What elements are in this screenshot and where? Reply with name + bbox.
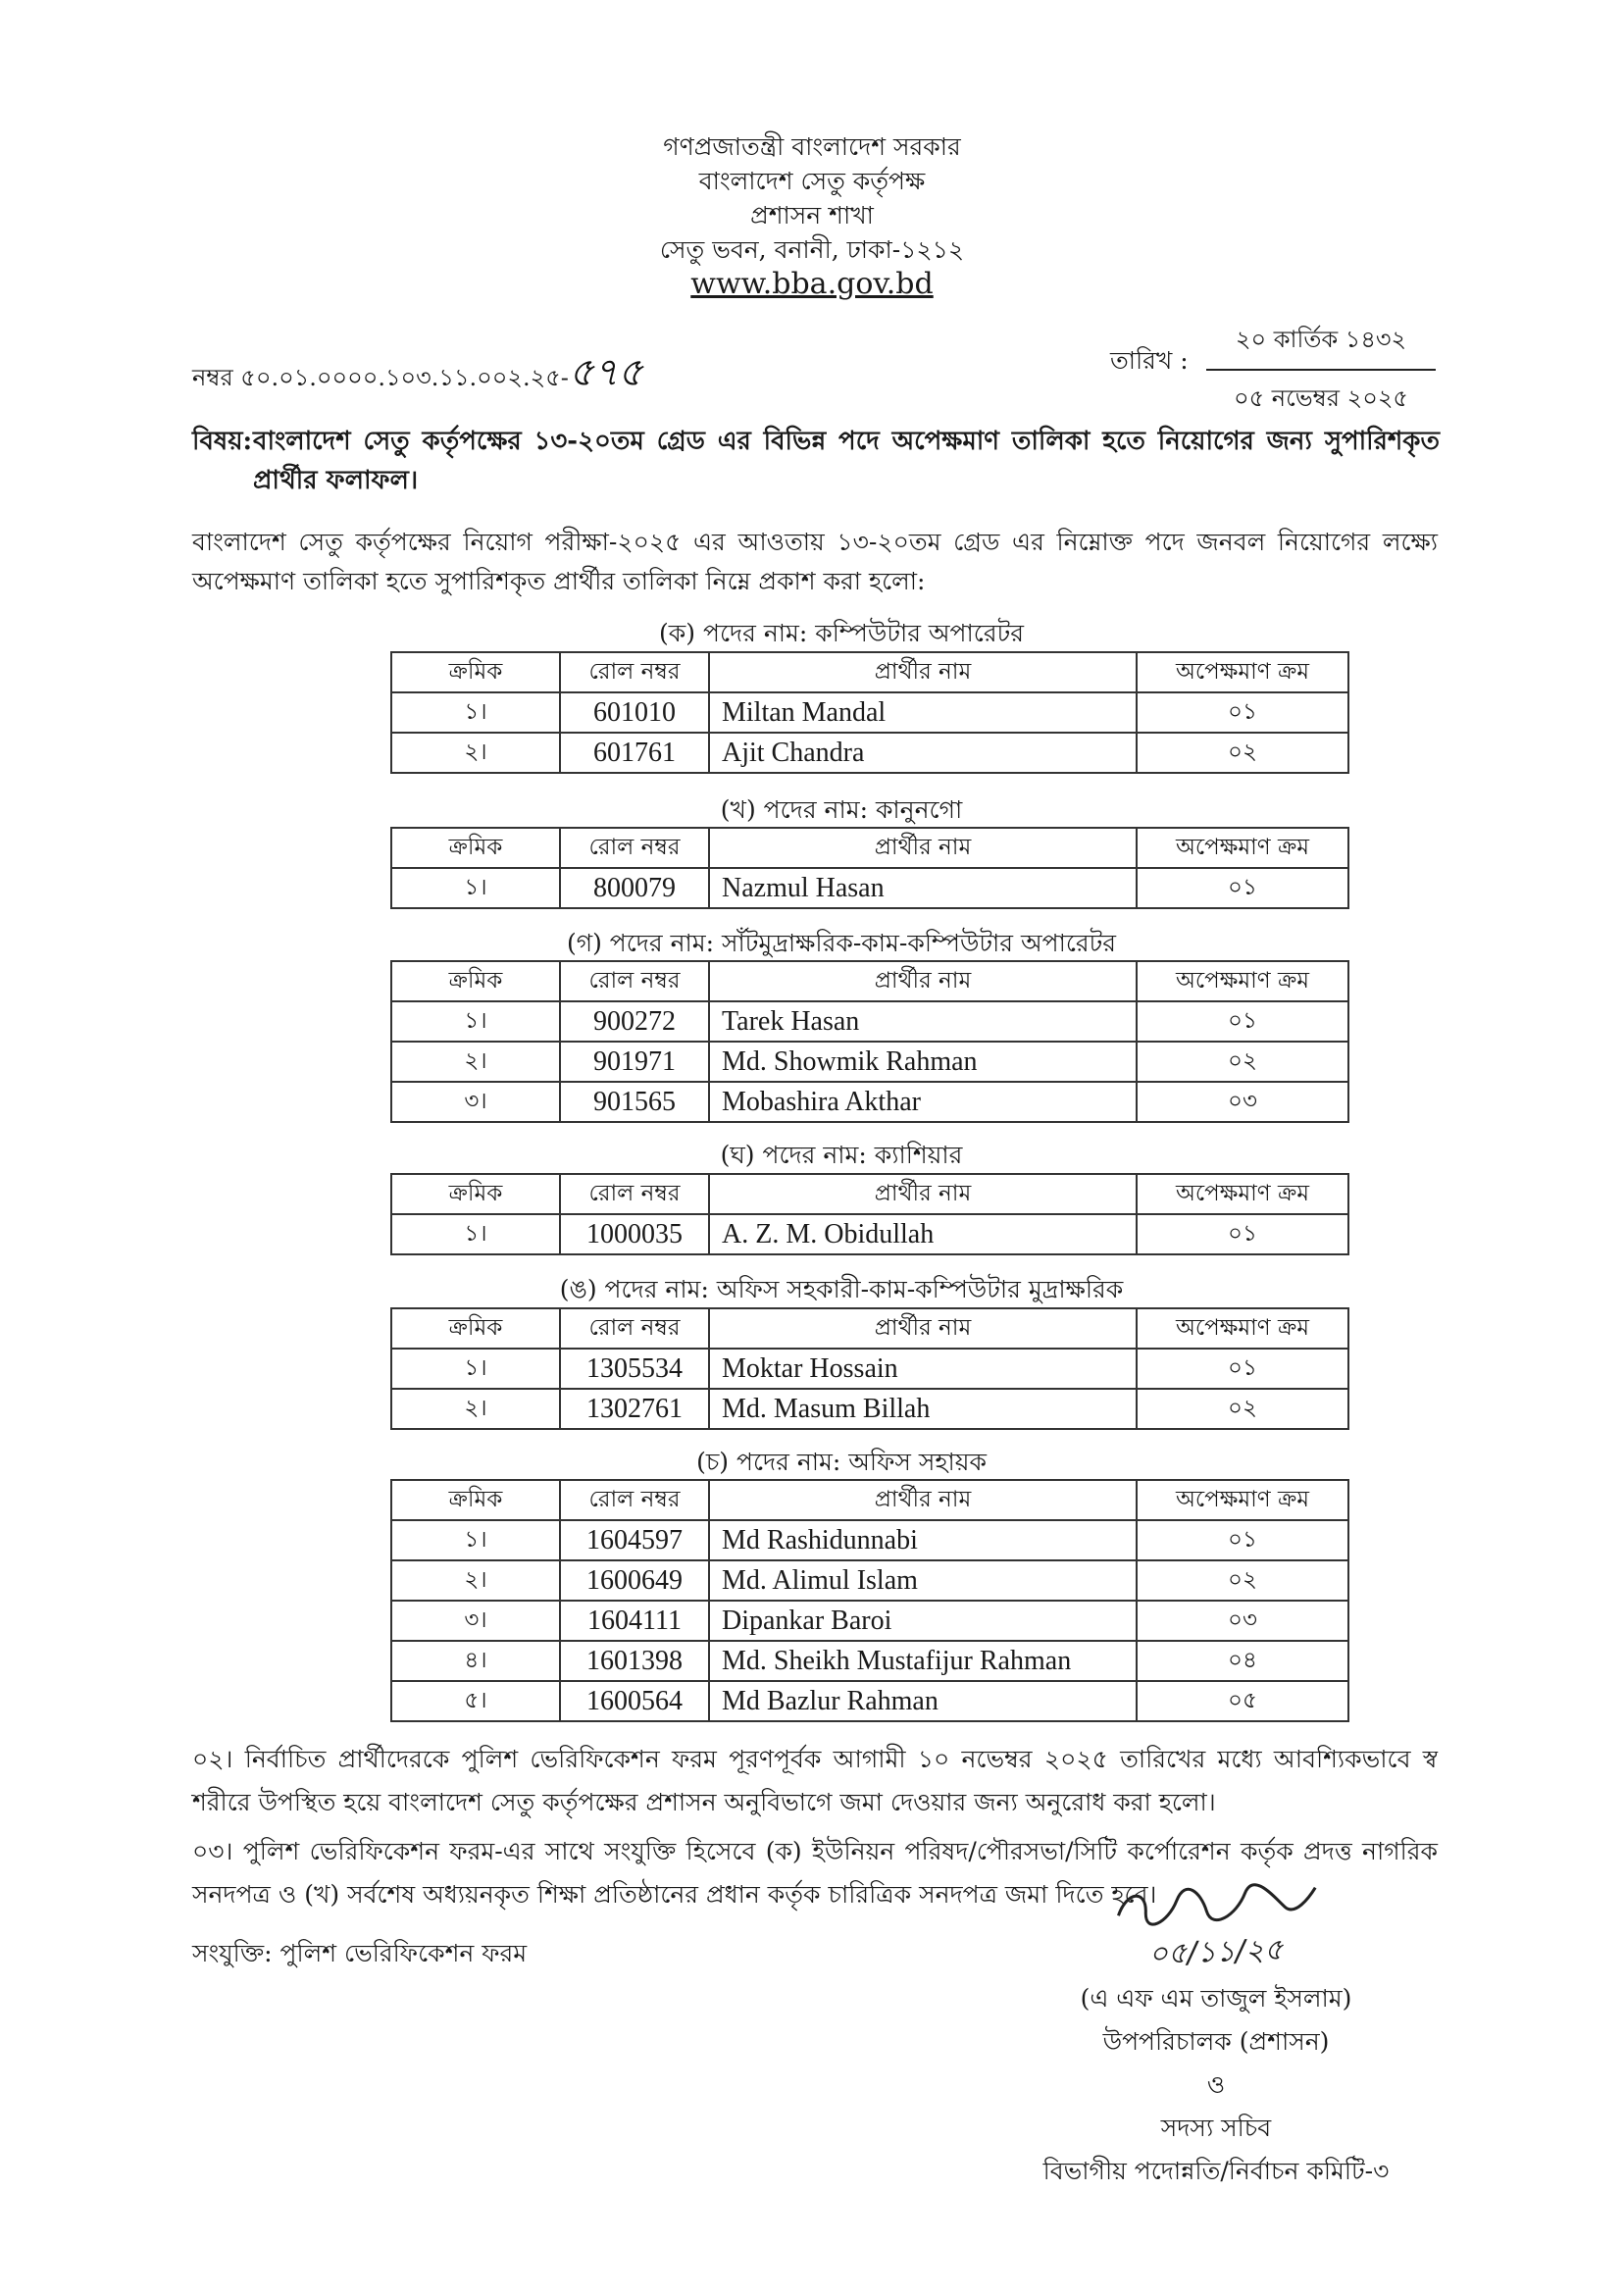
table-header-row <box>391 1480 1348 1520</box>
table-row <box>391 1560 1348 1601</box>
waitlist-table <box>390 1307 1349 1430</box>
position-cell: ০২ <box>1137 733 1348 773</box>
table-row <box>391 1681 1348 1721</box>
roll-cell: 601010 <box>560 692 709 733</box>
memo-number-prefix: নম্বর ৫০.০১.০০০০.১০৩.১১.০০২.২৫- <box>192 364 569 391</box>
table-header-row <box>391 1308 1348 1349</box>
position-cell: ০৫ <box>1137 1681 1348 1721</box>
column-header-serial: ক্রমিক <box>391 1480 560 1520</box>
name-cell: Ajit Chandra <box>709 733 1137 773</box>
column-header-name: প্রার্থীর নাম <box>709 652 1137 692</box>
table-header-row <box>391 652 1348 692</box>
roll-cell: 1601398 <box>560 1641 709 1681</box>
roll-cell: 1302761 <box>560 1389 709 1429</box>
column-header-serial: ক্রমিক <box>391 1174 560 1214</box>
section-title: (ঘ) পদের নাম: ক্যাশিয়ার <box>720 1141 963 1169</box>
name-cell: Md. Sheikh Mustafijur Rahman <box>709 1641 1137 1681</box>
column-header-position: অপেক্ষমাণ ক্রম <box>1137 1480 1348 1520</box>
date-gregorian: ০৫ নভেম্বর ২০২৫ <box>1233 384 1408 412</box>
memo-number-handwritten: ৫৭৫ <box>568 350 642 395</box>
position-cell: ০৩ <box>1137 1601 1348 1641</box>
signature-block <box>1020 1881 1412 2193</box>
roll-cell: 900272 <box>560 1001 709 1042</box>
subject-text: বাংলাদেশ সেতু কর্তৃপক্ষের ১৩-২০তম গ্রেড এর বিভিন্ন পদে অপেক্ষমাণ তালিকা হতে নিয়োগের জন্য সুপারিশকৃত প্রার্থীর ফলাফল। <box>253 427 1440 495</box>
roll-cell: 1305534 <box>560 1349 709 1389</box>
serial-cell: ১। <box>391 1520 560 1560</box>
position-cell: ০২ <box>1137 1389 1348 1429</box>
column-header-name: প্রার্থীর নাম <box>709 828 1137 868</box>
table-row <box>391 1601 1348 1641</box>
website-link[interactable]: www.bba.gov.bd <box>690 267 934 301</box>
waitlist-table <box>390 960 1349 1123</box>
roll-cell: 901971 <box>560 1042 709 1082</box>
column-header-roll: রোল নম্বর <box>560 1174 709 1214</box>
signatory-name: (এ এফ এম তাজুল ইসলাম) <box>1080 1984 1352 2013</box>
column-header-name: প্রার্থীর নাম <box>709 1308 1137 1349</box>
position-cell: ০১ <box>1137 692 1348 733</box>
table-row <box>391 1520 1348 1560</box>
roll-cell: 1600649 <box>560 1560 709 1601</box>
name-cell: Mobashira Akthar <box>709 1082 1137 1122</box>
table-row <box>391 1641 1348 1681</box>
table-row <box>391 733 1348 773</box>
signatory-committee: বিভাগীয় পদোন্নতি/নির্বাচন কমিটি-৩ <box>1042 2157 1390 2185</box>
waitlist-table <box>390 651 1349 774</box>
table-header-row <box>391 1174 1348 1214</box>
name-cell: Moktar Hossain <box>709 1349 1137 1389</box>
roll-cell: 800079 <box>560 868 709 908</box>
column-header-serial: ক্রমিক <box>391 828 560 868</box>
name-cell: Md. Alimul Islam <box>709 1560 1137 1601</box>
waitlist-table <box>390 1479 1349 1722</box>
authority-name: বাংলাদেশ সেতু কর্তৃপক্ষ <box>698 167 926 195</box>
waitlist-table <box>390 827 1349 909</box>
serial-cell: ১। <box>391 1214 560 1254</box>
signature-date: ০৫/১১/২৫ <box>1147 1932 1285 1972</box>
column-header-roll: রোল নম্বর <box>560 1480 709 1520</box>
serial-cell: ১। <box>391 1001 560 1042</box>
table-row <box>391 692 1348 733</box>
column-header-position: অপেক্ষমাণ ক্রম <box>1137 1308 1348 1349</box>
section-title: (খ) পদের নাম: কানুনগো <box>720 795 963 824</box>
table-header-row <box>391 961 1348 1001</box>
column-header-position: অপেক্ষমাণ ক্রম <box>1137 652 1348 692</box>
position-cell: ০২ <box>1137 1042 1348 1082</box>
address: সেতু ভবন, বনানী, ঢাকা-১২১২ <box>659 235 965 264</box>
section-title: (চ) পদের নাম: অফিস সহায়ক <box>696 1448 987 1476</box>
section-title: (ঙ) পদের নাম: অফিস সহকারী-কাম-কম্পিউটার মুদ্রাক্ষরিক <box>559 1275 1124 1303</box>
date-bangla: ২০ কার্তিক ১৪৩২ <box>1206 322 1436 371</box>
table-row <box>391 1349 1348 1389</box>
waitlist-table <box>390 1173 1349 1255</box>
name-cell: Md Bazlur Rahman <box>709 1681 1137 1721</box>
column-header-serial: ক্রমিক <box>391 652 560 692</box>
subject-label: বিষয়: <box>192 427 253 456</box>
signatory-designation: উপপরিচালক (প্রশাসন) <box>1102 2027 1330 2056</box>
column-header-serial: ক্রমিক <box>391 1308 560 1349</box>
name-cell: A. Z. M. Obidullah <box>709 1214 1137 1254</box>
section-title: (গ) পদের নাম: সাঁটমুদ্রাক্ষরিক-কাম-কম্পিউটার অপারেটর <box>566 929 1117 957</box>
position-cell: ০২ <box>1137 1560 1348 1601</box>
roll-cell: 1000035 <box>560 1214 709 1254</box>
attachment-note: সংযুক্তি: পুলিশ ভেরিফিকেশন ফরম <box>192 1939 528 1967</box>
table-row <box>391 868 1348 908</box>
signatory-role: সদস্য সচিব <box>1160 2114 1272 2142</box>
column-header-roll: রোল নম্বর <box>560 1308 709 1349</box>
memo-number <box>192 341 642 407</box>
position-cell: ০১ <box>1137 1520 1348 1560</box>
column-header-name: প্রার্থীর নাম <box>709 961 1137 1001</box>
section-title: (ক) পদের নাম: কম্পিউটার অপারেটর <box>659 619 1024 647</box>
column-header-name: প্রার্থীর নাম <box>709 1480 1137 1520</box>
serial-cell: ১। <box>391 692 560 733</box>
position-cell: ০১ <box>1137 1214 1348 1254</box>
position-cell: ০১ <box>1137 868 1348 908</box>
govt-name: গণপ্রজাতন্ত্রী বাংলাদেশ সরকার <box>663 132 961 161</box>
roll-cell: 901565 <box>560 1082 709 1122</box>
position-cell: ০৩ <box>1137 1082 1348 1122</box>
position-cell: ০১ <box>1137 1349 1348 1389</box>
position-cell: ০১ <box>1137 1001 1348 1042</box>
paragraph-2: ০২। নির্বাচিত প্রার্থীদেরকে পুলিশ ভেরিফিকেশন ফরম পূরণপূর্বক আগামী ১০ নভেম্বর ২০২৫ তারিখের মধ্যে আবশ্যিকভাবে স্ব শরীরে উপস্থিত হয়ে বাংলাদেশ সেতু কর্তৃপক্ষের প্রশাসন অনুবিভাগে জমা দেওয়ার জন্য অনুরোধ করা হলো। <box>192 1745 1438 1816</box>
serial-cell: ৩। <box>391 1082 560 1122</box>
roll-cell: 1604111 <box>560 1601 709 1641</box>
letterhead <box>518 129 1106 301</box>
serial-cell: ৪। <box>391 1641 560 1681</box>
name-cell: Miltan Mandal <box>709 692 1137 733</box>
intro-paragraph: বাংলাদেশ সেতু কর্তৃপক্ষের নিয়োগ পরীক্ষা-২০২৫ এর আওতায় ১৩-২০তম গ্রেড এর নিম্নোক্ত পদে জনবল নিয়োগের লক্ষ্যে অপেক্ষমাণ তালিকা হতে সুপারিশকৃত প্রার্থীর তালিকা নিম্নে প্রকাশ করা হলো: <box>192 528 1438 595</box>
serial-cell: ২। <box>391 1560 560 1601</box>
serial-cell: ১। <box>391 868 560 908</box>
column-header-position: অপেক্ষমাণ ক্রম <box>1137 1174 1348 1214</box>
table-header-row <box>391 828 1348 868</box>
roll-cell: 1604597 <box>560 1520 709 1560</box>
name-cell: Dipankar Baroi <box>709 1601 1137 1641</box>
serial-cell: ২। <box>391 1042 560 1082</box>
column-header-roll: রোল নম্বর <box>560 828 709 868</box>
table-row <box>391 1082 1348 1122</box>
name-cell: Tarek Hasan <box>709 1001 1137 1042</box>
column-header-serial: ক্রমিক <box>391 961 560 1001</box>
column-header-position: অপেক্ষমাণ ক্রম <box>1137 828 1348 868</box>
name-cell: Nazmul Hasan <box>709 868 1137 908</box>
column-header-roll: রোল নম্বর <box>560 961 709 1001</box>
serial-cell: ১। <box>391 1349 560 1389</box>
name-cell: Md Rashidunnabi <box>709 1520 1137 1560</box>
paragraph-3: ০৩। পুলিশ ভেরিফিকেশন ফরম-এর সাথে সংযুক্তি হিসেবে (ক) ইউনিয়ন পরিষদ/পৌরসভা/সিটি কর্পোরেশন কর্তৃক প্রদত্ত নাগরিক সনদপত্র ও (খ) সর্বশেষ অধ্যয়নকৃত শিক্ষা প্রতিষ্ঠানের প্রধান কর্তৃক চারিত্রিক সনদপত্র জমা দিতে হবে। <box>192 1837 1438 1909</box>
date-label: তারিখ : <box>1110 346 1189 375</box>
position-cell: ০৪ <box>1137 1641 1348 1681</box>
table-row <box>391 1042 1348 1082</box>
roll-cell: 601761 <box>560 733 709 773</box>
column-header-position: অপেক্ষমাণ ক্রম <box>1137 961 1348 1001</box>
serial-cell: ২। <box>391 733 560 773</box>
serial-cell: ২। <box>391 1389 560 1429</box>
name-cell: Md. Masum Billah <box>709 1389 1137 1429</box>
table-row <box>391 1001 1348 1042</box>
date-block <box>1206 322 1436 420</box>
branch-name: প্রশাসন শাখা <box>750 201 874 229</box>
serial-cell: ৫। <box>391 1681 560 1721</box>
table-row <box>391 1214 1348 1254</box>
table-row <box>391 1389 1348 1429</box>
name-cell: Md. Showmik Rahman <box>709 1042 1137 1082</box>
serial-cell: ৩। <box>391 1601 560 1641</box>
signatory-and: ও <box>1206 2070 1226 2099</box>
column-header-roll: রোল নম্বর <box>560 652 709 692</box>
column-header-name: প্রার্থীর নাম <box>709 1174 1137 1214</box>
roll-cell: 1600564 <box>560 1681 709 1721</box>
